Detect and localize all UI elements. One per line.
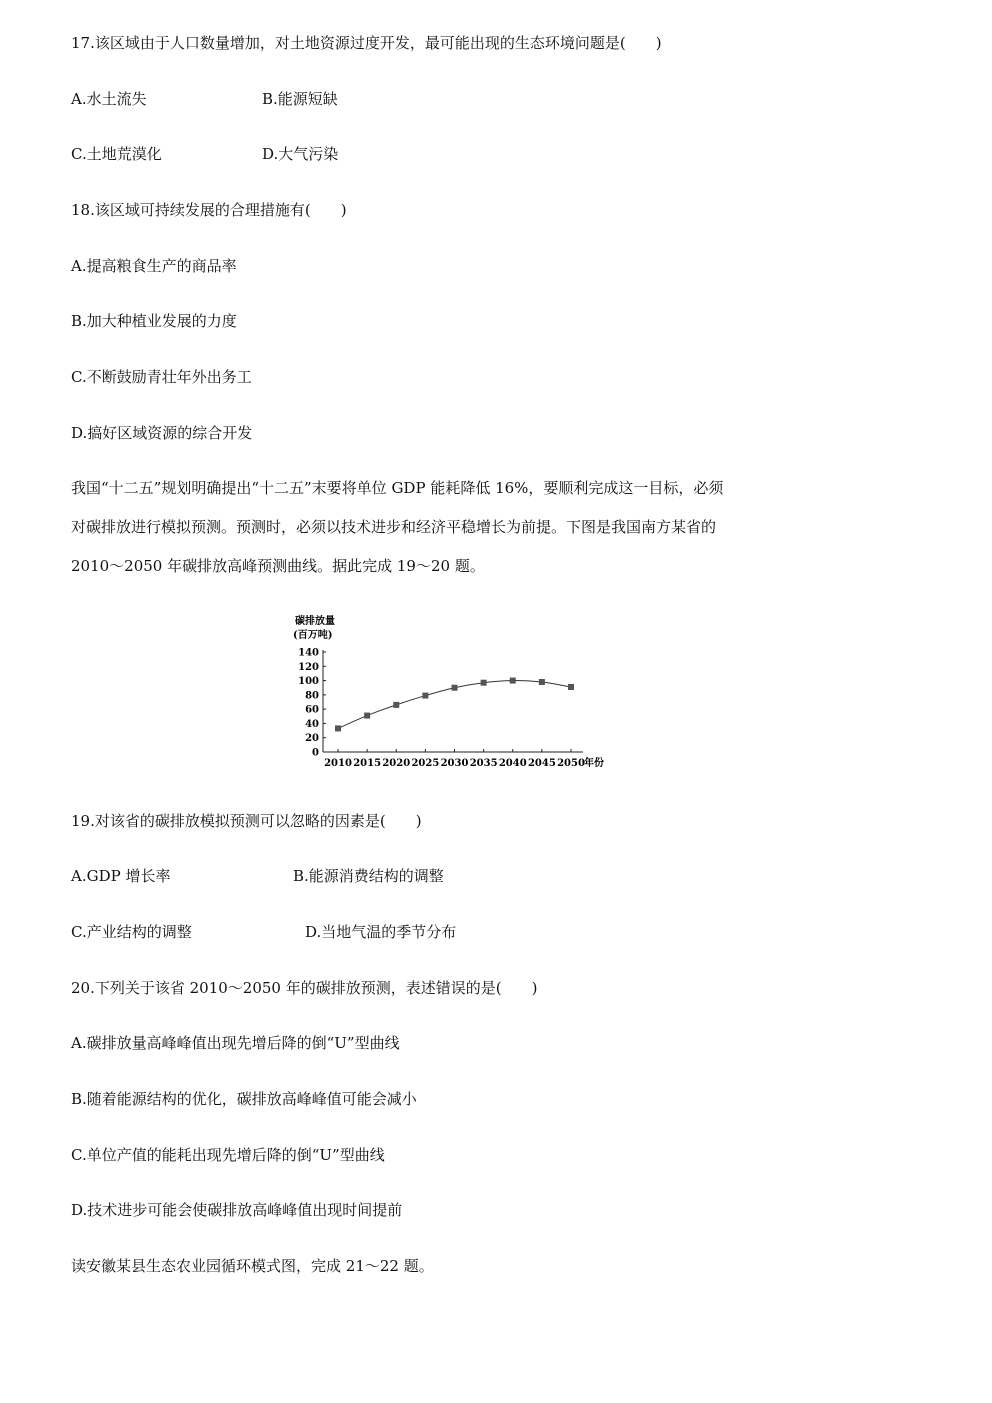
- chart-svg: [285, 612, 630, 777]
- q17-option-b: B.能源短缺: [262, 90, 338, 108]
- q19-option-c: C.产业结构的调整: [71, 923, 192, 941]
- data-point: [510, 678, 516, 684]
- y-tick-label: 40: [305, 718, 319, 730]
- y-tick-label: 120: [298, 661, 319, 673]
- x-axis-unit: 年份: [584, 758, 604, 769]
- q17-stem: 17.该区域由于人口数量增加，对土地资源过度开发，最可能出现的生态环境问题是( ): [71, 34, 662, 52]
- data-point: [335, 725, 341, 731]
- q18-option-d: D.搞好区域资源的综合开发: [71, 424, 253, 442]
- q17-option-d: D.大气污染: [262, 145, 339, 163]
- x-tick-label: 2010: [324, 758, 352, 769]
- q18-option-c: C.不断鼓励青壮年外出务工: [71, 368, 252, 386]
- q19-option-b: B.能源消费结构的调整: [293, 867, 444, 885]
- q20-option-a: A.碳排放量高峰峰值出现先增后降的倒“U”型曲线: [71, 1034, 400, 1052]
- q20-stem: 20.下列关于该省 2010～2050 年的碳排放预测，表述错误的是( ): [71, 979, 538, 997]
- q19-option-a: A.GDP 增长率: [71, 867, 171, 885]
- y-tick-label: 60: [305, 704, 319, 716]
- x-tick-label: 2020: [382, 758, 411, 769]
- y-tick-label: 140: [298, 647, 319, 659]
- passage2-line-1: 读安徽某县生态农业园循环模式图，完成 21～22 题。: [71, 1257, 434, 1275]
- data-point: [539, 679, 545, 685]
- x-tick-label: 2035: [469, 758, 498, 769]
- y-axis-label-1: 碳排放量: [295, 616, 335, 627]
- y-tick-label: 100: [298, 676, 319, 688]
- y-tick-label: 80: [305, 690, 319, 702]
- q17-option-a: A.水土流失: [71, 90, 147, 108]
- passage-line-3: 2010～2050 年碳排放高峰预测曲线。据此完成 19～20 题。: [71, 557, 485, 575]
- passage-line-2: 对碳排放进行模拟预测。预测时，必须以技术进步和经济平稳增长为前提。下图是我国南方某省的: [71, 518, 717, 536]
- data-point: [452, 685, 458, 691]
- x-tick-label: 2015: [353, 758, 382, 769]
- q19-stem: 19.对该省的碳排放模拟预测可以忽略的因素是( ): [71, 812, 422, 830]
- data-point: [393, 702, 399, 708]
- q19-option-d: D.当地气温的季节分布: [305, 923, 457, 941]
- x-tick-label: 2050: [557, 758, 585, 769]
- x-tick-label: 2040: [498, 758, 527, 769]
- x-tick-label: 2045: [527, 758, 556, 769]
- data-point: [422, 693, 428, 699]
- data-point: [568, 684, 574, 690]
- y-tick-label: 20: [305, 733, 319, 745]
- q18-stem: 18.该区域可持续发展的合理措施有( ): [71, 201, 347, 219]
- q18-option-b: B.加大种植业发展的力度: [71, 312, 237, 330]
- passage-line-1: 我国“十二五”规划明确提出“十二五”末要将单位 GDP 能耗降低 16%，要顺利完成这一目标，必须: [71, 479, 724, 497]
- y-tick-label: 0: [312, 747, 319, 759]
- x-tick-label: 2025: [411, 758, 440, 769]
- q20-option-c: C.单位产值的能耗出现先增后降的倒“U”型曲线: [71, 1146, 385, 1164]
- q17-option-c: C.土地荒漠化: [71, 145, 162, 163]
- q20-option-b: B.随着能源结构的优化，碳排放高峰峰值可能会减小: [71, 1090, 417, 1108]
- y-axis-label-2: (百万吨): [293, 630, 333, 641]
- data-point: [364, 713, 370, 719]
- q18-option-a: A.提高粮食生产的商品率: [71, 257, 237, 275]
- x-tick-label: 2030: [440, 758, 469, 769]
- carbon-emission-chart: [285, 612, 630, 777]
- data-point: [481, 680, 487, 686]
- q20-option-d: D.技术进步可能会使碳排放高峰峰值出现时间提前: [71, 1201, 403, 1219]
